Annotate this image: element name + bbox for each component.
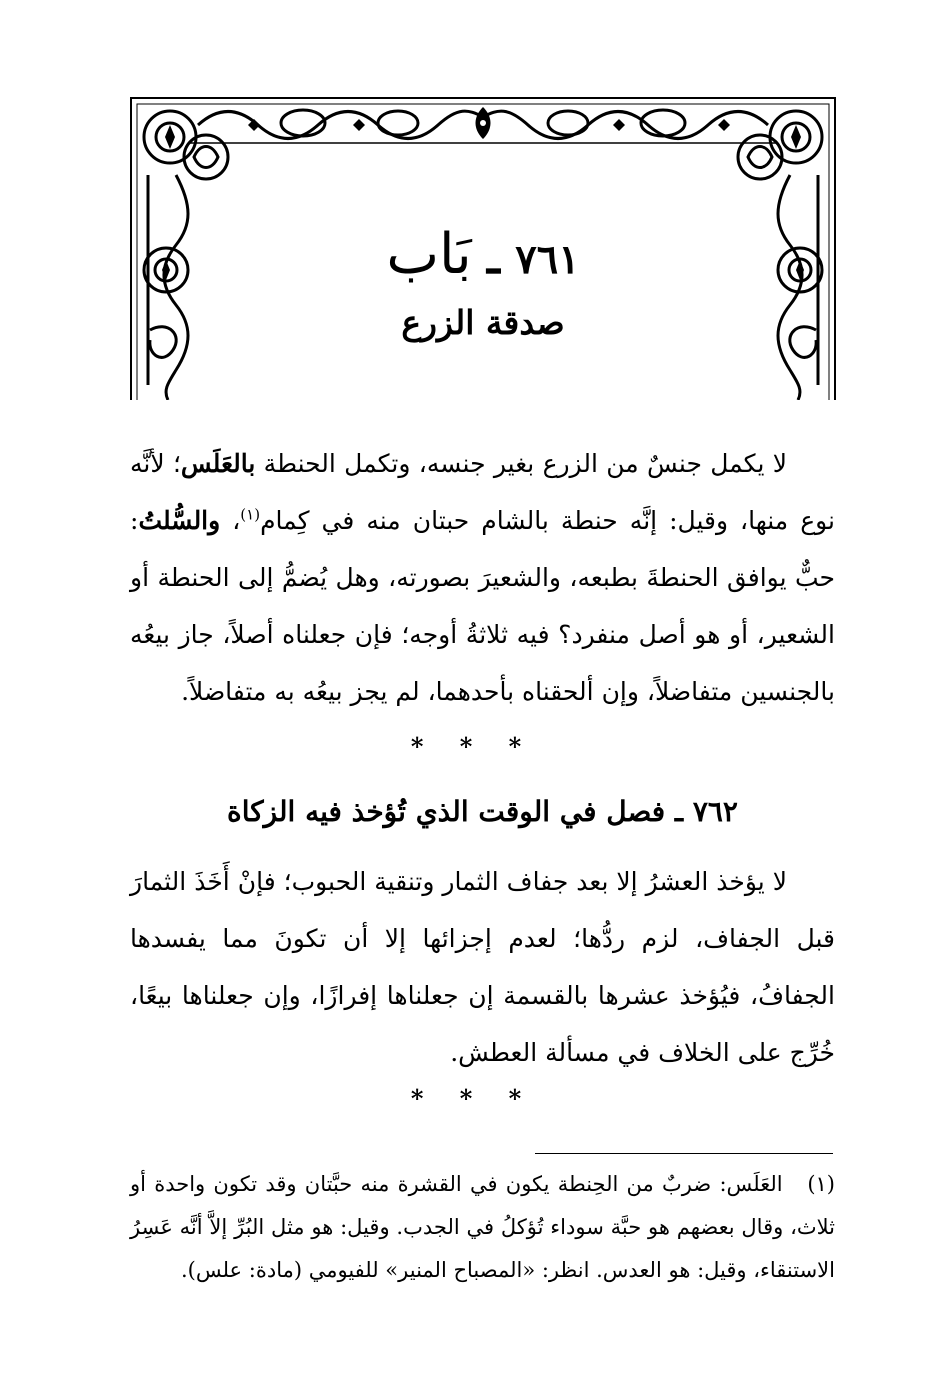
- footnote-divider: [535, 1153, 833, 1154]
- paragraph-text: لا يكمل جنسٌ من الزرع بغير جنسه، وتكمل الحنطة: [255, 449, 788, 478]
- footnote-reference[interactable]: (١): [240, 505, 261, 524]
- chapter-title: صدقة الزرع: [401, 303, 565, 342]
- paragraph-text: ؛ لأنَّه نوع منها، وقيل: إنَّه حنطة بالشام حبتان منه في كِمام: [130, 449, 836, 535]
- footnote: [130, 1163, 835, 1292]
- chapter-number-line: [128, 222, 838, 290]
- bold-term-sult: والسُّلتُ: [138, 506, 221, 535]
- main-paragraph-2: [130, 853, 835, 1081]
- footnote-text: العَلَس: ضربٌ من الحِنطة يكون في القشرة منه حبَّتان وقد تكون واحدة أو ثلاث، وقال بعضهم هو حبَّة سوداء تُؤكلُ في الجدب. وقيل: هو مثل البُرِّ إلاَّ أنَّه عَسِرُ الاستنقاء، وقيل: هو العدس. انظر: «المصباح المنير» للفيومي (مادة: علس).: [130, 1172, 835, 1282]
- chapter-label: بَاب: [386, 222, 472, 287]
- section-separator-stars: * * *: [410, 732, 536, 761]
- section-separator-stars: * * *: [410, 1084, 536, 1113]
- paragraph-text: ،: [220, 506, 241, 535]
- section-text: لا يؤخذ العشرُ إلا بعد جفاف الثمار وتنقية الحبوب؛ فإنْ أَخَذَ الثمارَ قبل الجفاف، لزم ردُّها؛ لعدم إجزائها إلا أن تكونَ مما يفسدها الجفافُ، فيُؤخذ عشرها بالقسمة إن جعلناها إفرازًا، وإن جعلناها بيعًا، خُرِّج على الخلاف في مسألة العطش.: [130, 867, 835, 1067]
- chapter-header: [128, 222, 838, 350]
- paragraph-text: : حبٌّ يوافق الحنطةَ بطبعه، والشعيرَ بصورته، وهل يُضمُّ إلى الحنطة أو الشعير، أو هو أصل منفرد؟ فيه ثلاثةُ أوجه؛ فإن جعلناه أصلاً، جاز بيعُه بالجنسين متفاضلاً، وإن ألحقناه بأحدهما، لم يجز بيعُه به متفاضلاً.: [130, 506, 835, 706]
- bold-term-alas: بالعَلَس: [180, 449, 256, 478]
- chapter-separator: ـ: [487, 233, 500, 284]
- main-paragraph-1: [130, 435, 835, 720]
- section-heading: ٧٦٢ ـ فصل في الوقت الذي تُؤخذ فيه الزكاة: [227, 795, 738, 828]
- chapter-number: ٧٦١: [515, 236, 580, 283]
- footnote-marker: (١): [807, 1172, 835, 1196]
